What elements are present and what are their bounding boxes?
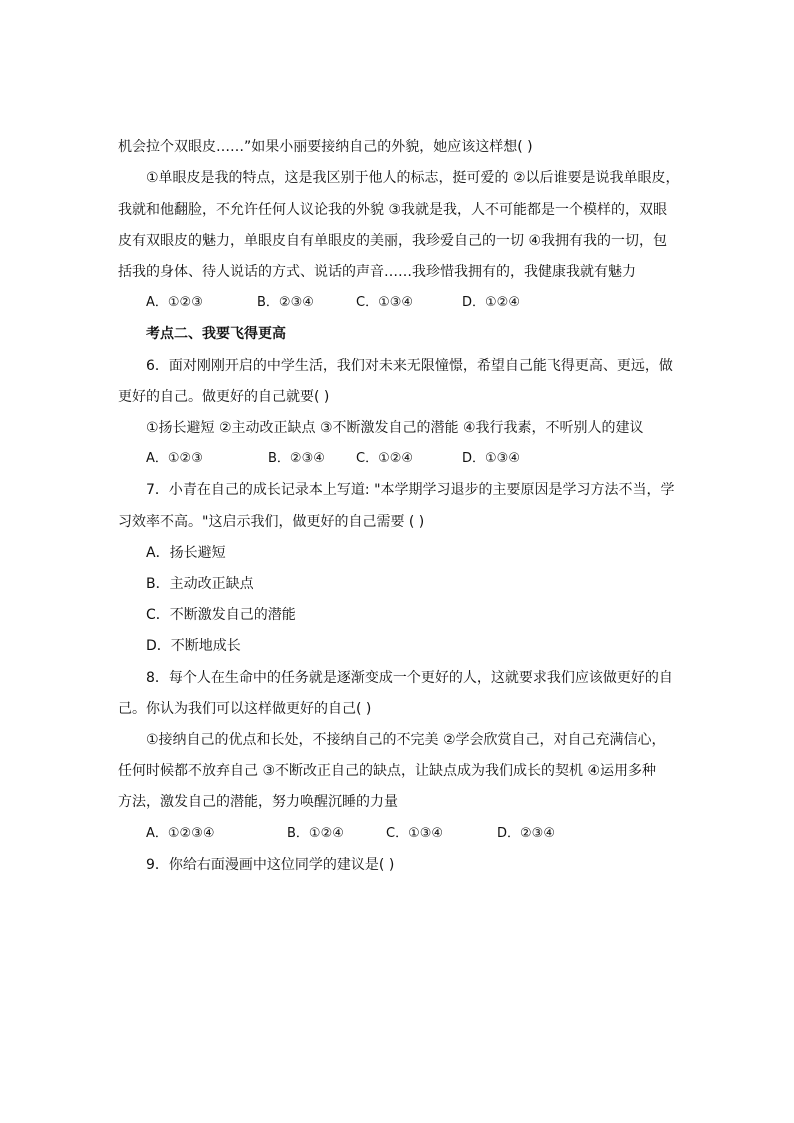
q7-option-c: C．不断激发自己的潜能 [146, 607, 296, 623]
q5-body-line: 括我的身体、待人说话的方式、说话的声音……我珍惜我拥有的，我健康我就有魅力 [118, 264, 636, 280]
q8-stem-line: 己。你认为我们可以这样做更好的自己( ) [118, 701, 372, 717]
q5-option-c: C．①③④ [356, 295, 414, 310]
q7-stem-line: 习效率不高。"这启示我们，做更好的自己需要 ( ) [118, 514, 425, 530]
q9-stem: 9．你给右面漫画中这位同学的建议是( ) [146, 857, 395, 873]
q6-option-c: C．①②④ [356, 451, 414, 466]
q7-option-b: B．主动改正缺点 [146, 576, 254, 592]
q6-items: ①扬长避短 ②主动改正缺点 ③不断激发自己的潜能 ④我行我素，不听别人的建议 [146, 420, 644, 436]
q8-option-d: D．②③④ [497, 826, 555, 841]
q8-option-a: A．①②③④ [146, 826, 215, 841]
q7-stem-line: 7．小青在自己的成长记录本上写道: "本学期学习退步的主要原因是学习方法不当，学 [146, 482, 675, 498]
q7-option-d: D．不断地成长 [146, 638, 241, 654]
q6-stem-line: 更好的自己。做更好的自己就要( ) [118, 389, 330, 405]
q8-stem-line: 8．每个人在生命中的任务就是逐渐变成一个更好的人，这就要求我们应该做更好的自 [146, 670, 673, 686]
q5-body-line: ①单眼皮是我的特点，这是我区别于他人的标志，挺可爱的 ②以后谁要是说我单眼皮， [146, 170, 680, 186]
q8-body-line: 方法，激发自己的潜能，努力唤醒沉睡的力量 [118, 794, 398, 810]
q6-option-d: D．①③④ [462, 451, 520, 466]
q8-option-c: C．①③④ [386, 826, 444, 841]
q8-body-line: ①接纳自己的优点和长处，不接纳自己的不完美 ②学会欣赏自己，对自己充满信心， [146, 732, 666, 748]
q8-body-line: 任何时候都不放弃自己 ③不断改正自己的缺点，让缺点成为我们成长的契机 ④运用多种 [118, 763, 656, 779]
q6-option-b: B．②③④ [268, 451, 325, 466]
q5-option-b: B．②③④ [257, 295, 314, 310]
q5-body-line: 皮有双眼皮的魅力，单眼皮自有单眼皮的美丽，我珍爱自己的一切 ④我拥有我的一切，包 [118, 233, 667, 249]
q5-option-d: D．①②④ [462, 295, 520, 310]
q5-option-a: A．①②③ [146, 295, 203, 310]
section-heading: 考点二、我要飞得更高 [146, 326, 286, 342]
q5-stem-continuation: 机会拉个双眼皮……”如果小丽要接纳自己的外貌，她应该这样想( ) [118, 139, 533, 155]
q5-body-line: 我就和他翻脸，不允许任何人议论我的外貌 ③我就是我，人不可能都是一个模样的，双眼 [118, 202, 667, 218]
q6-option-a: A．①②③ [146, 451, 203, 466]
q6-stem-line: 6．面对刚刚开启的中学生活，我们对未来无限憧憬，希望自己能飞得更高、更远，做 [146, 358, 673, 374]
q8-option-b: B．①②④ [287, 826, 344, 841]
q7-option-a: A．扬长避短 [146, 545, 226, 561]
